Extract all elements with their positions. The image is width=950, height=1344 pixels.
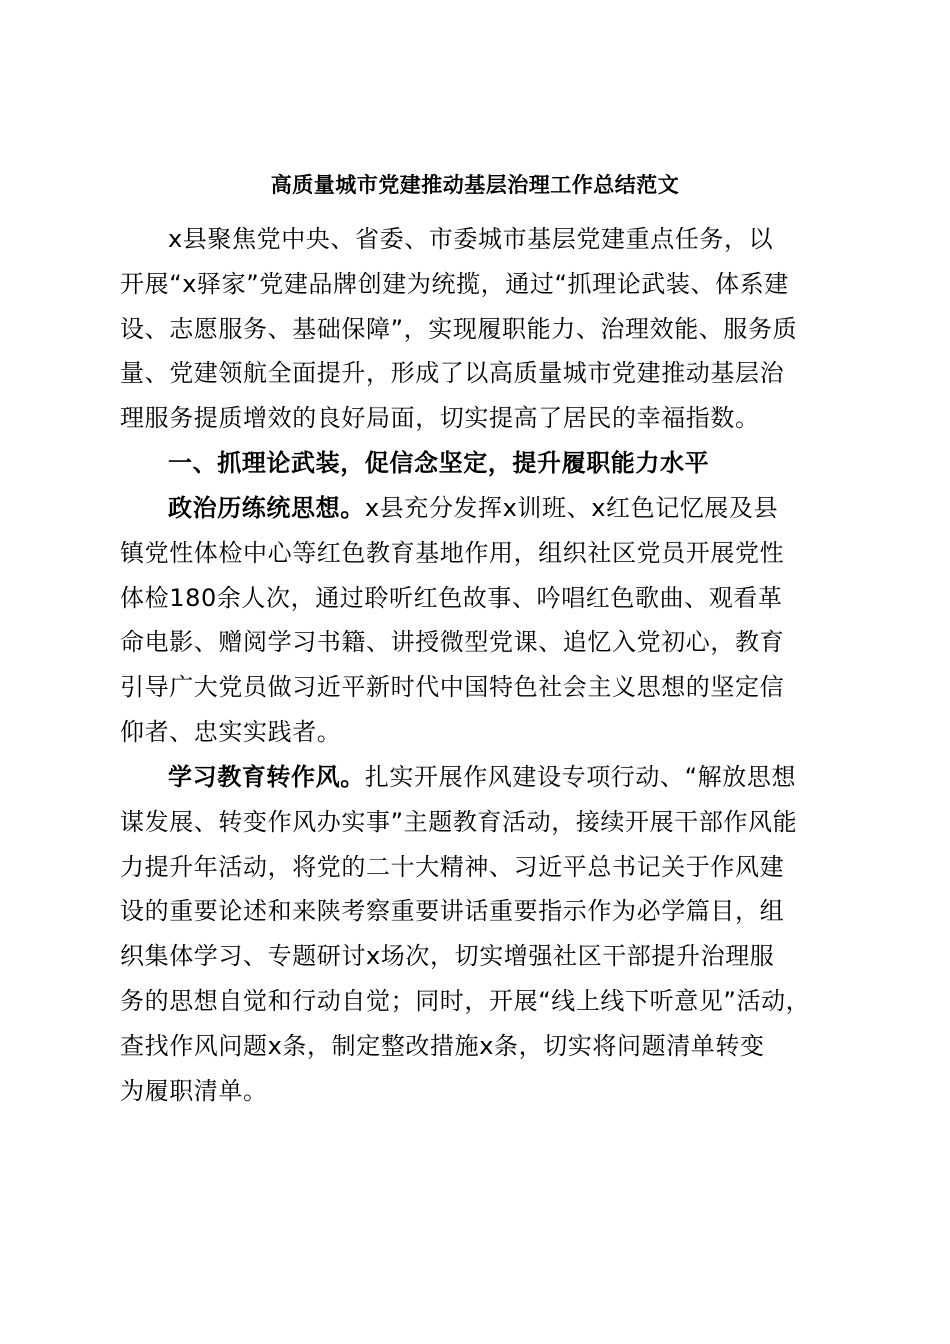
intro-line: x县聚焦党中央、省委、市委城市基层党建重点任务，以 bbox=[168, 225, 774, 253]
paragraph-first-line bbox=[120, 486, 784, 531]
document-title: 高质量城市党建推动基层治理工作总结范文 bbox=[270, 173, 680, 197]
paragraph-line: 镇党性体检中心等红色教育基地作用，组织社区党员开展党性 bbox=[120, 538, 785, 567]
paragraph-line: 为履职清单。 bbox=[120, 1076, 268, 1105]
intro-line: 设、志愿服务、基础保障”，实现履职能力、治理效能、服务质 bbox=[120, 314, 798, 343]
paragraph-line: 仰者、忠实实践者。 bbox=[120, 717, 342, 746]
paragraph-first-line bbox=[120, 755, 810, 800]
intro-line: 理服务提质增效的良好局面，切实提高了居民的幸福指数。 bbox=[120, 404, 760, 433]
paragraph-line: 织集体学习、专题研讨x场次，切实增强社区干部提升治理服 bbox=[120, 942, 775, 971]
paragraph-text: x县充分发挥x训班、x红色记忆展及县 bbox=[364, 494, 779, 522]
paragraph-political-training bbox=[120, 486, 784, 755]
paragraph-study-education bbox=[120, 755, 810, 1113]
intro-line: 开展“x驿家”党建品牌创建为统揽，通过“抓理论武装、体系建 bbox=[120, 269, 789, 298]
paragraph-lead: 政治历练统思想。 bbox=[168, 494, 365, 522]
section-heading-text: 一、抓理论武装，促信念坚定，提升履职能力水平 bbox=[168, 449, 710, 477]
paragraph-line: 务的思想自觉和行动自觉；同时，开展“线上线下听意见”活动， bbox=[120, 986, 811, 1015]
paragraph-line: 查找作风问题x条，制定整改措施x条，切实将问题清单转变 bbox=[120, 1031, 765, 1060]
paragraph-line: 命电影、赠阅学习书籍、讲授微型党课、追忆入党初心，教育 bbox=[120, 628, 785, 657]
paragraph-lead: 学习教育转作风。 bbox=[168, 763, 365, 791]
paragraph-line: 谋发展、转变作风办实事”主题教育活动，接续开展干部作风能 bbox=[120, 807, 798, 836]
paragraph-line: 力提升年活动，将党的二十大精神、习近平总书记关于作风建 bbox=[120, 852, 785, 881]
paragraph-text: 扎实开展作风建设专项行动、“解放思想 bbox=[364, 763, 797, 791]
paragraph-line: 引导广大党员做习近平新时代中国特色社会主义思想的坚定信 bbox=[120, 673, 785, 702]
section-heading bbox=[168, 441, 709, 486]
intro-line: 量、党建领航全面提升，形成了以高质量城市党建推动基层治 bbox=[120, 359, 785, 388]
paragraph-line: 设的重要论述和来陕考察重要讲话重要指示作为必学篇目，组 bbox=[120, 897, 785, 926]
intro-paragraph bbox=[120, 217, 797, 441]
paragraph-line: 体检180余人次，通过聆听红色故事、吟唱红色歌曲、观看革 bbox=[120, 583, 783, 612]
